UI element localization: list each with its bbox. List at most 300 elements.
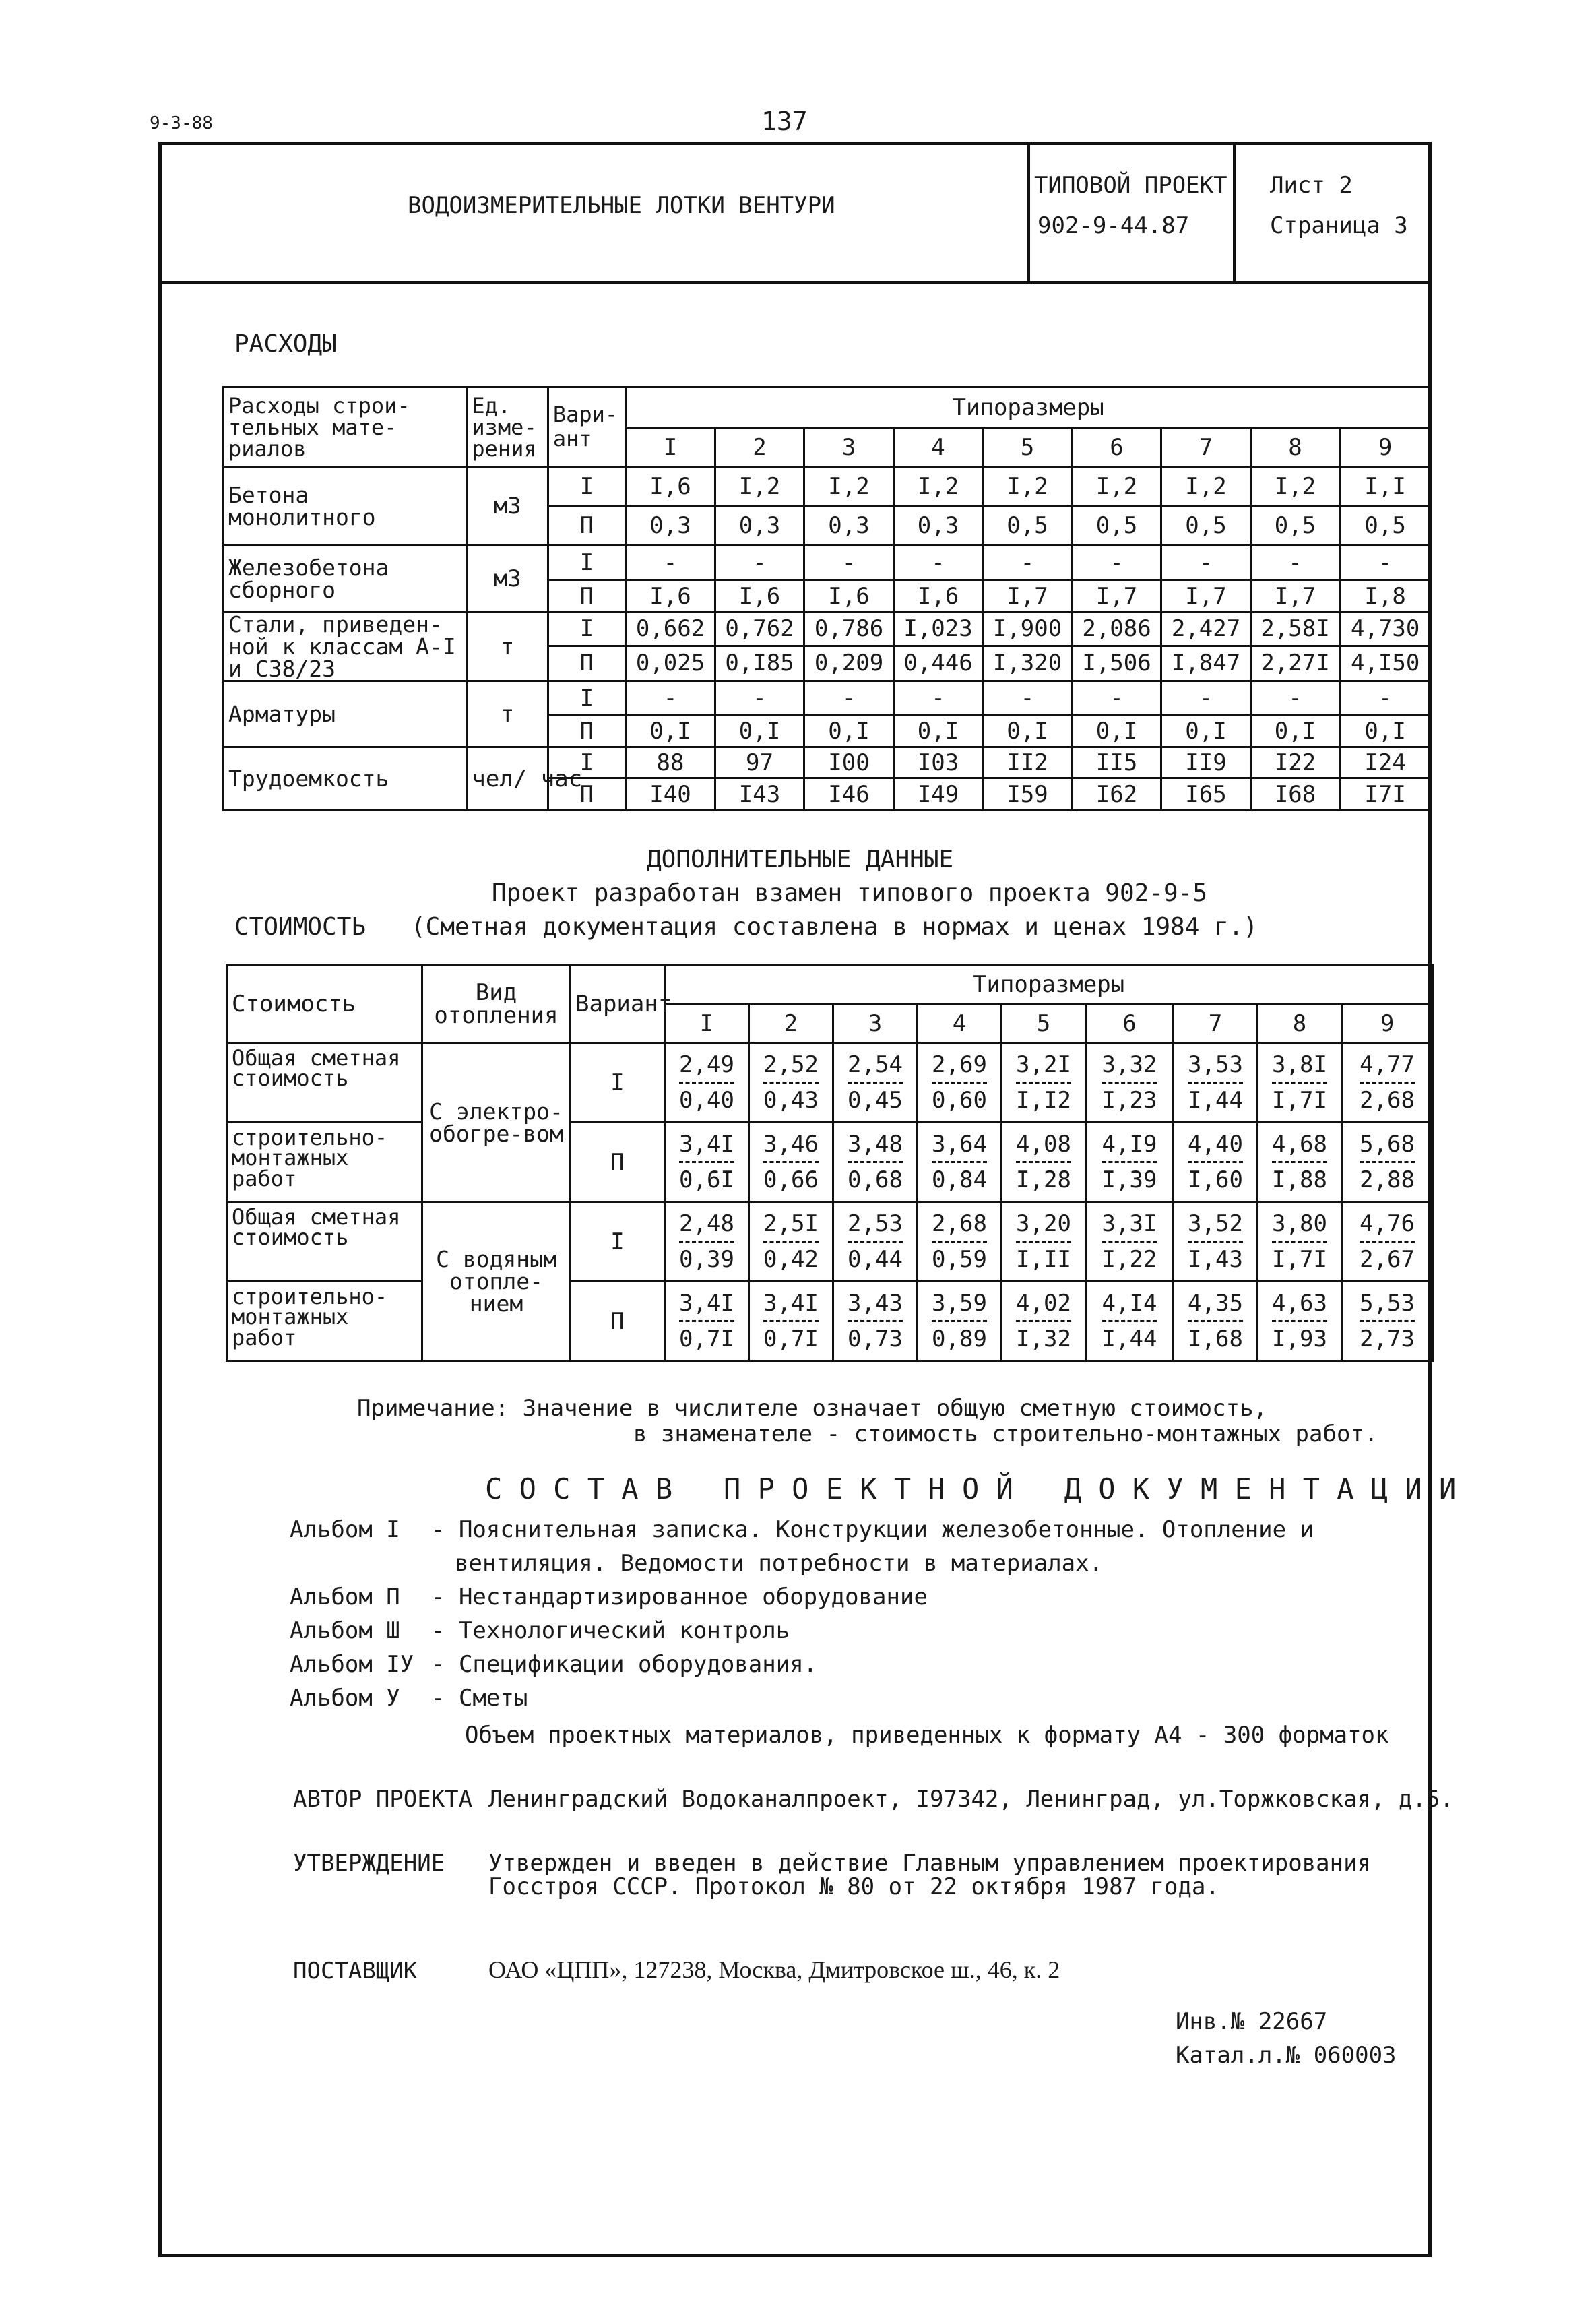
variant-cell: I	[548, 681, 625, 715]
fraction-cell	[1086, 1282, 1174, 1361]
material-unit: т	[467, 681, 548, 747]
inventory-number: Инв.№ 22667	[1176, 2008, 1328, 2035]
fraction-cell	[1258, 1282, 1342, 1361]
value-cell: 0,I	[983, 715, 1073, 747]
value-cell: I00	[804, 747, 894, 778]
header-heating: Вид отопления	[422, 965, 571, 1043]
value-cell: -	[626, 545, 715, 580]
variant-cell: П	[548, 778, 625, 811]
fraction-cell	[833, 1202, 918, 1282]
value-cell: I22	[1250, 747, 1340, 778]
numerator: 4,68	[1272, 1131, 1327, 1158]
album-name: Альбом Ш	[290, 1617, 400, 1644]
denominator: 0,84	[932, 1161, 987, 1191]
cost-label-construction: строительно-монтажных работ	[227, 1282, 422, 1361]
page-code: 9-3-88	[150, 113, 213, 133]
header-variant: Вариант	[571, 965, 665, 1043]
value-cell: 0,5	[1250, 506, 1340, 545]
table-row	[227, 1202, 1433, 1282]
fraction-cell	[833, 1043, 918, 1123]
value-cell: I,6	[626, 467, 715, 506]
value-cell: I03	[893, 747, 983, 778]
value-cell: 4,730	[1340, 613, 1431, 646]
fraction-cell	[749, 1282, 833, 1361]
fraction-cell	[749, 1202, 833, 1282]
additional-line2: (Сметная документация составлена в нормах и ценах 1984 г.)	[411, 913, 1258, 941]
value-cell: I24	[1340, 747, 1431, 778]
sheet-number: Лист 2	[1270, 172, 1353, 199]
denominator: 0,40	[679, 1082, 734, 1112]
value-cell: I,2	[804, 467, 894, 506]
numerator: 3,43	[848, 1290, 903, 1317]
value-cell: I,7	[1161, 580, 1251, 613]
value-cell: -	[983, 681, 1073, 715]
value-cell: 0,I	[626, 715, 715, 747]
header-size-1: I	[665, 1004, 749, 1043]
denominator: I,28	[1016, 1161, 1071, 1191]
value-cell: 2,427	[1161, 613, 1251, 646]
value-cell: 88	[626, 747, 715, 778]
value-cell: I,7	[983, 580, 1073, 613]
value-cell: -	[715, 681, 804, 715]
numerator: 3,59	[932, 1290, 987, 1317]
value-cell: 0,3	[893, 506, 983, 545]
header-size-8: 8	[1250, 428, 1340, 467]
value-cell: I46	[804, 778, 894, 811]
fraction-cell	[665, 1282, 749, 1361]
denominator: I,43	[1188, 1241, 1243, 1271]
sostav-title: С О С Т А В П Р О Е К Т Н О Й Д О К У М Е Н Т А Ц И И	[485, 1472, 1457, 1505]
fraction-cell	[1342, 1043, 1433, 1123]
table-row	[227, 1123, 1433, 1202]
numerator: 3,4I	[679, 1131, 734, 1158]
numerator: 3,32	[1102, 1051, 1157, 1078]
fraction-cell	[665, 1043, 749, 1123]
material-unit: чел/ час	[467, 747, 548, 811]
header-size-7: 7	[1174, 1004, 1258, 1043]
heating-type: С электро-обогре-вом	[422, 1043, 571, 1202]
header-size-3: 3	[804, 428, 894, 467]
value-cell: 2,086	[1072, 613, 1161, 646]
numerator: 3,8I	[1272, 1051, 1327, 1078]
author-text: Ленинградский Водоканалпроект, I97342, Ленинград, ул.Торжковская, д.5.	[488, 1786, 1454, 1813]
variant-cell: I	[548, 545, 625, 580]
denominator: 0,7I	[763, 1320, 819, 1350]
heating-type: С водяным отопле-нием	[422, 1202, 571, 1361]
value-cell: 0,I	[804, 715, 894, 747]
project-label: ТИПОВОЙ ПРОЕКТ	[1034, 172, 1227, 199]
value-cell: I,900	[983, 613, 1073, 646]
denominator: 0,59	[932, 1241, 987, 1271]
denominator: I,60	[1188, 1161, 1243, 1191]
value-cell: I,2	[893, 467, 983, 506]
denominator: I,88	[1272, 1161, 1327, 1191]
numerator: 4,I4	[1102, 1290, 1157, 1317]
denominator: 0,60	[932, 1082, 987, 1112]
stoimost-heading: СТОИМОСТЬ	[234, 913, 366, 941]
value-cell: 0,5	[1340, 506, 1431, 545]
numerator: 3,4I	[763, 1290, 819, 1317]
material-name: Арматуры	[224, 681, 467, 747]
value-cell: 0,I	[1161, 715, 1251, 747]
value-cell: II9	[1161, 747, 1251, 778]
fraction-cell	[1342, 1282, 1433, 1361]
value-cell: I,6	[893, 580, 983, 613]
numerator: 3,3I	[1102, 1210, 1157, 1237]
value-cell: I,8	[1340, 580, 1431, 613]
numerator: 3,53	[1188, 1051, 1243, 1078]
value-cell: -	[626, 681, 715, 715]
variant-cell: П	[548, 580, 625, 613]
value-cell: I,847	[1161, 646, 1251, 681]
numerator: 3,64	[932, 1131, 987, 1158]
denominator: I,I2	[1016, 1082, 1071, 1112]
denominator: I,44	[1188, 1082, 1243, 1112]
fraction-cell	[1086, 1202, 1174, 1282]
table-row	[224, 681, 1431, 715]
value-cell: -	[1250, 681, 1340, 715]
value-cell: 0,I	[893, 715, 983, 747]
note-line1: Примечание: Значение в числителе означает общую сметную стоимость,	[357, 1395, 1268, 1422]
value-cell: 0,025	[626, 646, 715, 681]
numerator: 2,53	[848, 1210, 903, 1237]
fraction-cell	[1002, 1043, 1086, 1123]
fraction-cell	[665, 1123, 749, 1202]
header-size-2: 2	[715, 428, 804, 467]
numerator: 4,02	[1016, 1290, 1071, 1317]
table-row	[224, 545, 1431, 580]
fraction-cell	[1342, 1202, 1433, 1282]
fraction-cell	[833, 1123, 918, 1202]
variant-cell: П	[548, 506, 625, 545]
value-cell: I,6	[626, 580, 715, 613]
fraction-cell	[1086, 1123, 1174, 1202]
header-sizes-group: Типоразмеры	[665, 965, 1433, 1004]
denominator: 0,39	[679, 1241, 734, 1271]
fraction-cell	[918, 1202, 1002, 1282]
denominator: 0,73	[848, 1320, 903, 1350]
numerator: 2,54	[848, 1051, 903, 1078]
value-cell: 2,27I	[1250, 646, 1340, 681]
header-size-6: 6	[1086, 1004, 1174, 1043]
numerator: 4,77	[1360, 1051, 1415, 1078]
denominator: 2,68	[1360, 1082, 1415, 1112]
numerator: 5,68	[1360, 1131, 1415, 1158]
album-name: Альбом У	[290, 1685, 400, 1712]
numerator: 3,48	[848, 1131, 903, 1158]
denominator: I,7I	[1272, 1082, 1327, 1112]
value-cell: I,320	[983, 646, 1073, 681]
denominator: 0,42	[763, 1241, 819, 1271]
value-cell: -	[715, 545, 804, 580]
header-unit: Ед. изме-рения	[467, 387, 548, 467]
album-name: Альбом П	[290, 1584, 400, 1611]
header-size-5: 5	[1002, 1004, 1086, 1043]
supplier-text: ОАО «ЦПП», 127238, Москва, Дмитровское ш., 46, к. 2	[488, 1956, 1060, 1983]
denominator: I,44	[1102, 1320, 1157, 1350]
value-cell: -	[1340, 681, 1431, 715]
value-cell: 0,I	[1072, 715, 1161, 747]
fraction-cell	[749, 1043, 833, 1123]
numerator: 3,80	[1272, 1210, 1327, 1237]
numerator: 3,46	[763, 1131, 819, 1158]
numerator: 4,I9	[1102, 1131, 1157, 1158]
header-size-4: 4	[918, 1004, 1002, 1043]
value-cell: I49	[893, 778, 983, 811]
header-size-1: I	[626, 428, 715, 467]
denominator: 0,45	[848, 1082, 903, 1112]
denominator: I,II	[1016, 1241, 1071, 1271]
material-unit: м3	[467, 467, 548, 545]
numerator: 5,53	[1360, 1290, 1415, 1317]
page-ref: Страница 3	[1270, 212, 1408, 239]
album-description: - Пояснительная записка. Конструкции железобетонные. Отопление и	[431, 1516, 1314, 1543]
variant-cell: П	[571, 1123, 665, 1202]
denominator: I,93	[1272, 1320, 1327, 1350]
numerator: 3,52	[1188, 1210, 1243, 1237]
numerator: 4,63	[1272, 1290, 1327, 1317]
fraction-cell	[665, 1202, 749, 1282]
value-cell: -	[1072, 545, 1161, 580]
value-cell: -	[1161, 545, 1251, 580]
denominator: 0,43	[763, 1082, 819, 1112]
variant-cell: I	[548, 613, 625, 646]
value-cell: 4,I50	[1340, 646, 1431, 681]
numerator: 3,4I	[679, 1290, 734, 1317]
additional-line1: Проект разработан взамен типового проекта 902-9-5	[492, 879, 1208, 907]
variant-cell: П	[571, 1282, 665, 1361]
album-description: - Нестандартизированное оборудование	[431, 1584, 928, 1611]
variant-cell: П	[548, 715, 625, 747]
catalog-number: Катал.л.№ 060003	[1176, 2042, 1397, 2069]
denominator: 2,88	[1360, 1161, 1415, 1191]
table-row	[224, 467, 1431, 506]
value-cell: I,6	[804, 580, 894, 613]
variant-cell: I	[571, 1043, 665, 1123]
value-cell: II2	[983, 747, 1073, 778]
header-size-9: 9	[1342, 1004, 1433, 1043]
supplier-label: ПОСТАВЩИК	[293, 1958, 418, 1985]
denominator: 0,66	[763, 1161, 819, 1191]
value-cell: I65	[1161, 778, 1251, 811]
value-cell: 0,209	[804, 646, 894, 681]
numerator: 2,48	[679, 1210, 734, 1237]
numerator: 2,5I	[763, 1210, 819, 1237]
value-cell: I,2	[983, 467, 1073, 506]
value-cell: 0,762	[715, 613, 804, 646]
variant-cell: I	[548, 467, 625, 506]
value-cell: I68	[1250, 778, 1340, 811]
table-row	[224, 747, 1431, 778]
value-cell: 0,I	[715, 715, 804, 747]
material-name: Трудоемкость	[224, 747, 467, 811]
numerator: 4,35	[1188, 1290, 1243, 1317]
denominator: 0,68	[848, 1161, 903, 1191]
value-cell: -	[1161, 681, 1251, 715]
numerator: 4,40	[1188, 1131, 1243, 1158]
fraction-cell	[1174, 1043, 1258, 1123]
numerator: 2,52	[763, 1051, 819, 1078]
value-cell: 0,3	[715, 506, 804, 545]
note-line2: в знаменателе - стоимость строительно-монтажных работ.	[633, 1420, 1378, 1447]
value-cell: -	[893, 681, 983, 715]
value-cell: I7I	[1340, 778, 1431, 811]
denominator: 0,6I	[679, 1161, 734, 1191]
value-cell: 0,3	[626, 506, 715, 545]
approval-line1: Утвержден и введен в действие Главным управлением проектирования	[488, 1850, 1372, 1877]
material-name: Железобетона сборного	[224, 545, 467, 613]
fraction-cell	[1258, 1123, 1342, 1202]
value-cell: I,2	[1161, 467, 1251, 506]
denominator: I,68	[1188, 1320, 1243, 1350]
denominator: 2,67	[1360, 1241, 1415, 1271]
material-unit: м3	[467, 545, 548, 613]
value-cell: II5	[1072, 747, 1161, 778]
value-cell: -	[804, 681, 894, 715]
album-description: - Технологический контроль	[431, 1617, 790, 1644]
value-cell: 0,I	[1250, 715, 1340, 747]
fraction-cell	[1002, 1123, 1086, 1202]
header-size-9: 9	[1340, 428, 1431, 467]
fraction-cell	[833, 1282, 918, 1361]
fraction-cell	[918, 1043, 1002, 1123]
fraction-cell	[1174, 1282, 1258, 1361]
value-cell: 0,446	[893, 646, 983, 681]
value-cell: -	[804, 545, 894, 580]
page-number: 137	[761, 106, 808, 136]
volume-line: Объем проектных материалов, приведенных к формату А4 - 300 форматок	[465, 1722, 1389, 1749]
cost-table	[226, 964, 1434, 1362]
value-cell: -	[1340, 545, 1431, 580]
fraction-cell	[1258, 1202, 1342, 1282]
header-cost: Стоимость	[227, 965, 422, 1043]
value-cell: I59	[983, 778, 1073, 811]
fraction-cell	[749, 1123, 833, 1202]
numerator: 2,69	[932, 1051, 987, 1078]
header-size-8: 8	[1258, 1004, 1342, 1043]
fraction-cell	[1086, 1043, 1174, 1123]
denominator: I,23	[1102, 1082, 1157, 1112]
denominator: I,39	[1102, 1161, 1157, 1191]
value-cell: I40	[626, 778, 715, 811]
value-cell: 0,5	[983, 506, 1073, 545]
value-cell: I,7	[1250, 580, 1340, 613]
value-cell: I,I	[1340, 467, 1431, 506]
fraction-cell	[918, 1282, 1002, 1361]
value-cell: I,506	[1072, 646, 1161, 681]
header-variant: Вари-ант	[548, 387, 625, 467]
approval-line2: Госстроя СССР. Протокол № 80 от 22 октября 1987 года.	[488, 1873, 1219, 1900]
numerator: 4,76	[1360, 1210, 1415, 1237]
numerator: 2,68	[932, 1210, 987, 1237]
numerator: 3,20	[1016, 1210, 1071, 1237]
value-cell: I43	[715, 778, 804, 811]
value-cell: I,6	[715, 580, 804, 613]
fraction-cell	[918, 1123, 1002, 1202]
rashody-heading: РАСХОДЫ	[234, 330, 337, 358]
value-cell: 0,786	[804, 613, 894, 646]
numerator: 4,08	[1016, 1131, 1071, 1158]
value-cell: 0,I85	[715, 646, 804, 681]
material-name: Стали, приведен-ной к классам А-I и С38/23	[224, 613, 467, 681]
denominator: 2,73	[1360, 1320, 1415, 1350]
fraction-cell	[1342, 1123, 1433, 1202]
header-size-2: 2	[749, 1004, 833, 1043]
value-cell: I,023	[893, 613, 983, 646]
value-cell: 97	[715, 747, 804, 778]
project-number: 902-9-44.87	[1038, 212, 1190, 239]
author-label: АВТОР ПРОЕКТА	[293, 1786, 473, 1813]
value-cell: 0,662	[626, 613, 715, 646]
cost-label-total: Общая сметная стоимость	[227, 1202, 422, 1282]
header-size-7: 7	[1161, 428, 1251, 467]
table-row	[227, 1043, 1433, 1123]
value-cell: -	[1072, 681, 1161, 715]
value-cell: 0,5	[1161, 506, 1251, 545]
material-name: Бетона монолитного	[224, 467, 467, 545]
fraction-cell	[1174, 1202, 1258, 1282]
variant-cell: П	[548, 646, 625, 681]
numerator: 3,2I	[1016, 1051, 1071, 1078]
denominator: I,7I	[1272, 1241, 1327, 1271]
denominator: I,22	[1102, 1241, 1157, 1271]
material-unit: т	[467, 613, 548, 681]
album-name: Альбом I	[290, 1516, 400, 1543]
header-materials: Расходы строи-тельных мате-риалов	[224, 387, 467, 467]
table-row	[227, 1282, 1433, 1361]
fraction-cell	[1258, 1043, 1342, 1123]
value-cell: I62	[1072, 778, 1161, 811]
value-cell: I,2	[1072, 467, 1161, 506]
value-cell: 2,58I	[1250, 613, 1340, 646]
title-stamp	[158, 142, 1432, 284]
header-size-6: 6	[1072, 428, 1161, 467]
value-cell: I,2	[1250, 467, 1340, 506]
denominator: 0,7I	[679, 1320, 734, 1350]
header-size-3: 3	[833, 1004, 918, 1043]
value-cell: 0,3	[804, 506, 894, 545]
fraction-cell	[1002, 1282, 1086, 1361]
denominator: 0,89	[932, 1320, 987, 1350]
value-cell: -	[983, 545, 1073, 580]
document-title: ВОДОИЗМЕРИТЕЛЬНЫЕ ЛОТКИ ВЕНТУРИ	[408, 192, 835, 219]
header-sizes-group: Типоразмеры	[626, 387, 1431, 428]
value-cell: 0,5	[1072, 506, 1161, 545]
header-size-4: 4	[893, 428, 983, 467]
cost-label-total: Общая сметная стоимость	[227, 1043, 422, 1123]
value-cell: 0,I	[1340, 715, 1431, 747]
album-description: - Сметы	[431, 1685, 528, 1712]
fraction-cell	[1002, 1202, 1086, 1282]
header-size-5: 5	[983, 428, 1073, 467]
denominator: I,32	[1016, 1320, 1071, 1350]
approval-label: УТВЕРЖДЕНИЕ	[293, 1850, 445, 1877]
value-cell: -	[1250, 545, 1340, 580]
table-row	[224, 613, 1431, 646]
additional-title: ДОПОЛНИТЕЛЬНЫЕ ДАННЫЕ	[647, 846, 954, 873]
denominator: 0,44	[848, 1241, 903, 1271]
value-cell: I,7	[1072, 580, 1161, 613]
materials-table	[222, 386, 1432, 811]
album-name: Альбом IУ	[290, 1651, 414, 1678]
fraction-cell	[1174, 1123, 1258, 1202]
variant-cell: I	[571, 1202, 665, 1282]
cost-label-construction: строительно-монтажных работ	[227, 1123, 422, 1202]
album-description: - Спецификации оборудования.	[431, 1651, 818, 1678]
album-description-cont: вентиляция. Ведомости потребности в материалах.	[455, 1550, 1104, 1577]
variant-cell: I	[548, 747, 625, 778]
value-cell: -	[893, 545, 983, 580]
